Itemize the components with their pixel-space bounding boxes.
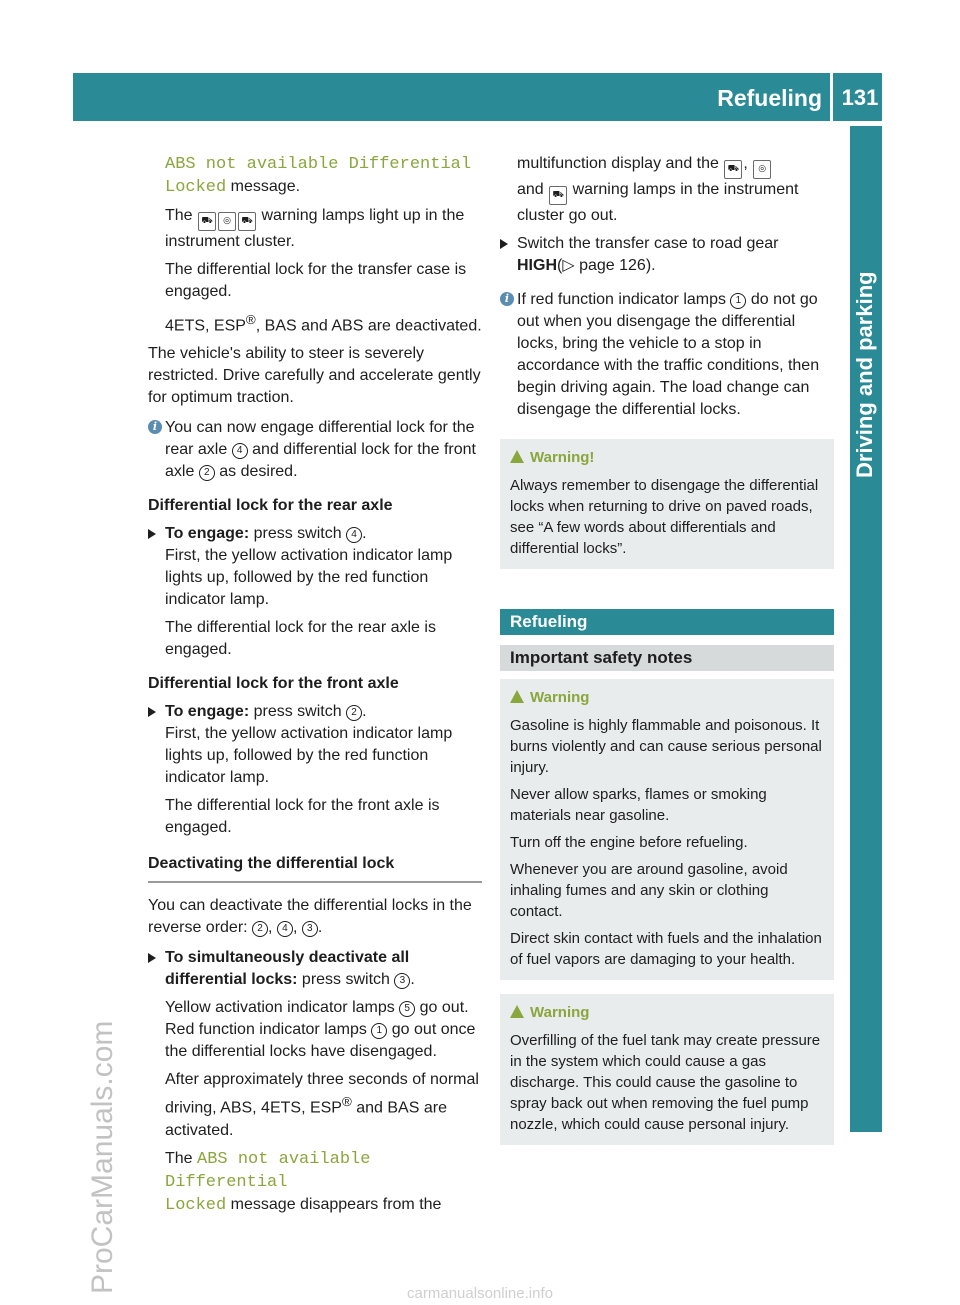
lamps-paragraph	[148, 205, 482, 253]
display-message-cont: Locked	[165, 178, 227, 197]
right-column	[500, 153, 834, 1145]
abs-lamp-icon: ◎	[218, 212, 236, 231]
front-engaged-text: The differential lock for the front axle is engaged.	[165, 797, 440, 837]
watermark-text: ProCarManuals.com	[86, 1020, 119, 1294]
message-line	[148, 153, 482, 199]
marker-four: 4	[346, 527, 362, 543]
first-yellow-text: First, the yellow activation indicator lamp lights up, followed by the red function indicator lamp.	[165, 547, 453, 609]
abs-lamp-icon: ◎	[753, 160, 771, 179]
press-switch-text: press switch	[249, 703, 347, 721]
simultaneous-label: To simultaneously deactivate all differential locks:	[165, 949, 410, 989]
info-note-red-lamps	[500, 289, 834, 421]
reverse-order-text	[148, 895, 482, 939]
warning-text: Whenever you are around gasoline, avoid inhaling fumes and any skin or clothing contact.	[510, 861, 788, 920]
deactivating-heading: Deactivating the differential lock	[148, 853, 482, 883]
press-switch-text: press switch	[297, 971, 395, 989]
left-column	[148, 153, 482, 1217]
warning-title: Warning	[530, 1004, 590, 1021]
period: .	[317, 919, 323, 937]
rear-engaged-text: The differential lock for the rear axle is engaged.	[165, 619, 436, 659]
deactivated-text	[148, 309, 482, 337]
marker-two: 2	[252, 921, 268, 937]
high-label: HIGH	[517, 257, 557, 274]
info-icon: i	[148, 420, 162, 434]
period: .	[362, 703, 367, 721]
info1-a: You can now engage differential lock for the rear axle	[165, 419, 475, 459]
restricted-text: The vehicle's ability to steer is severely restricted. Drive carefully and accelerate gently for optimum traction.	[148, 345, 481, 407]
multi-a: multifunction display and the	[517, 155, 724, 172]
lamps-prefix: The	[165, 207, 198, 224]
marker-two: 2	[199, 465, 215, 481]
message-suffix: message.	[226, 178, 301, 195]
period: .	[410, 971, 415, 989]
marker-two: 2	[346, 705, 362, 721]
warning-text: Never allow sparks, flames or smoking materials near gasoline.	[510, 786, 767, 824]
after-a: After approximately three seconds of normal driving, ABS, 4ETS, ESP	[165, 1071, 479, 1117]
warning-title: Warning!	[530, 449, 595, 466]
message-disappears-text	[148, 1148, 482, 1217]
header-separator	[830, 73, 833, 121]
footer-link: carmanualsonline.info	[407, 1285, 553, 1302]
page-number: 131	[841, 85, 879, 110]
period: .	[362, 525, 367, 543]
the-word: The	[165, 1149, 198, 1167]
warning-text: Gasoline is highly flammable and poisonous. It burns violently and can cause serious personal injury.	[510, 717, 822, 776]
warning-heading	[510, 447, 824, 469]
multi-b: warning lamps in the instrument cluster go out.	[517, 181, 799, 224]
simultaneous-deactivate-step	[148, 947, 482, 991]
lamps-suffix: warning lamps light up in the instrument cluster.	[165, 207, 465, 250]
deactivated-pre: 4ETS, ESP	[165, 317, 246, 335]
marker-four: 4	[232, 443, 248, 459]
front-engage-step	[148, 701, 482, 723]
section-heading: Refueling	[500, 609, 834, 635]
display-message: ABS not available Differential	[165, 1149, 371, 1192]
display-message-cont: Locked	[165, 1195, 227, 1215]
info1-c: as desired.	[214, 463, 298, 481]
comma: ,	[268, 919, 277, 937]
registered-mark: ®	[341, 1094, 352, 1110]
warning-triangle-icon	[510, 450, 524, 463]
warning-box-overfilling	[500, 994, 834, 1145]
yellow-out-b: go out. Red function indicator lamps	[165, 999, 469, 1039]
comma: ,	[292, 919, 302, 937]
page-reference: (▷ page 126).	[557, 257, 656, 274]
warning-text: Overfilling of the fuel tank may create pressure in the system which could cause a gas discharge. This could cause the gasoline to spray back out when removing the fuel pump nozzle, which could cause personal injury.	[510, 1032, 821, 1133]
warning-box-gasoline	[500, 679, 834, 980]
registered-mark: ®	[245, 312, 256, 327]
after-seconds-text	[148, 1069, 482, 1141]
engage-label: To engage:	[165, 703, 250, 721]
rear-engage-step	[148, 523, 482, 545]
lamps-out-text	[148, 997, 482, 1063]
marker-four: 4	[277, 921, 293, 937]
differential-lamp-icon: ⛟	[549, 186, 567, 205]
multifunction-text: multifunction display and the ⛟ , ◎ and ⛟ warning lamps in the instrument cluster go out.	[517, 155, 799, 224]
differential-lamp-icon: ⛟	[238, 212, 256, 231]
marker-three: 3	[302, 921, 318, 937]
deactivated-post: , BAS and ABS are deactivated.	[255, 317, 482, 335]
rear-axle-heading: Differential lock for the rear axle	[148, 497, 393, 515]
info-icon: i	[500, 292, 514, 306]
info1-b: and differential lock for the front axle	[165, 441, 476, 481]
warning-text: Always remember to disengage the differential locks when returning to drive on paved roads, see “A few words about differentials and differential locks”.	[510, 477, 819, 557]
warning-text: Turn off the engine before refueling.	[510, 834, 748, 851]
info-red-b: do not go out when you disengage the differential locks, bring the vehicle to a stop in accordance with the traffic conditions, then begin driving again. The load change can disengage the differential locks.	[517, 291, 820, 418]
info-red-a: If red function indicator lamps	[517, 291, 731, 308]
warning-title: Warning	[530, 689, 590, 706]
display-message: ABS not available Differential	[165, 155, 472, 174]
subsection-heading: Important safety notes	[500, 645, 834, 671]
marker-one: 1	[730, 293, 746, 309]
chapter-tab-label: Driving and parking	[852, 271, 877, 478]
warning-heading	[510, 687, 824, 709]
page-title: Refueling	[717, 85, 822, 111]
esp-off-lamp-icon: ⛟	[198, 212, 216, 231]
road-gear-step	[500, 233, 834, 277]
yellow-out-a: Yellow activation indicator lamps	[165, 999, 400, 1017]
yellow-out-c: go out once the differential locks have disengaged.	[165, 1021, 476, 1061]
warning-triangle-icon	[510, 1005, 524, 1018]
transfer-engaged-text: The differential lock for the transfer case is engaged.	[165, 261, 467, 300]
marker-five: 5	[399, 1001, 415, 1017]
warning-box-disengage	[500, 439, 834, 569]
comma: ,	[743, 155, 753, 172]
reverse-order-lead: You can deactivate the differential locks in the reverse order:	[148, 897, 472, 937]
warning-triangle-icon	[510, 690, 524, 703]
engage-label: To engage:	[165, 525, 250, 543]
first-yellow-text: First, the yellow activation indicator lamp lights up, followed by the red function indicator lamp.	[165, 725, 453, 787]
disappears-text: message disappears from the	[226, 1195, 442, 1213]
front-axle-heading: Differential lock for the front axle	[148, 675, 399, 693]
esp-off-lamp-icon: ⛟	[724, 160, 742, 179]
warning-text: Direct skin contact with fuels and the inhalation of fuel vapors are damaging to your health.	[510, 930, 822, 968]
warning-heading	[510, 1002, 824, 1024]
switch-road-text: Switch the transfer case to road gear	[517, 235, 779, 252]
press-switch-text: press switch	[249, 525, 347, 543]
after-b: and BAS are activated.	[165, 1099, 447, 1139]
info-note-engage	[148, 417, 482, 483]
marker-one: 1	[371, 1023, 387, 1039]
marker-three: 3	[394, 973, 410, 989]
